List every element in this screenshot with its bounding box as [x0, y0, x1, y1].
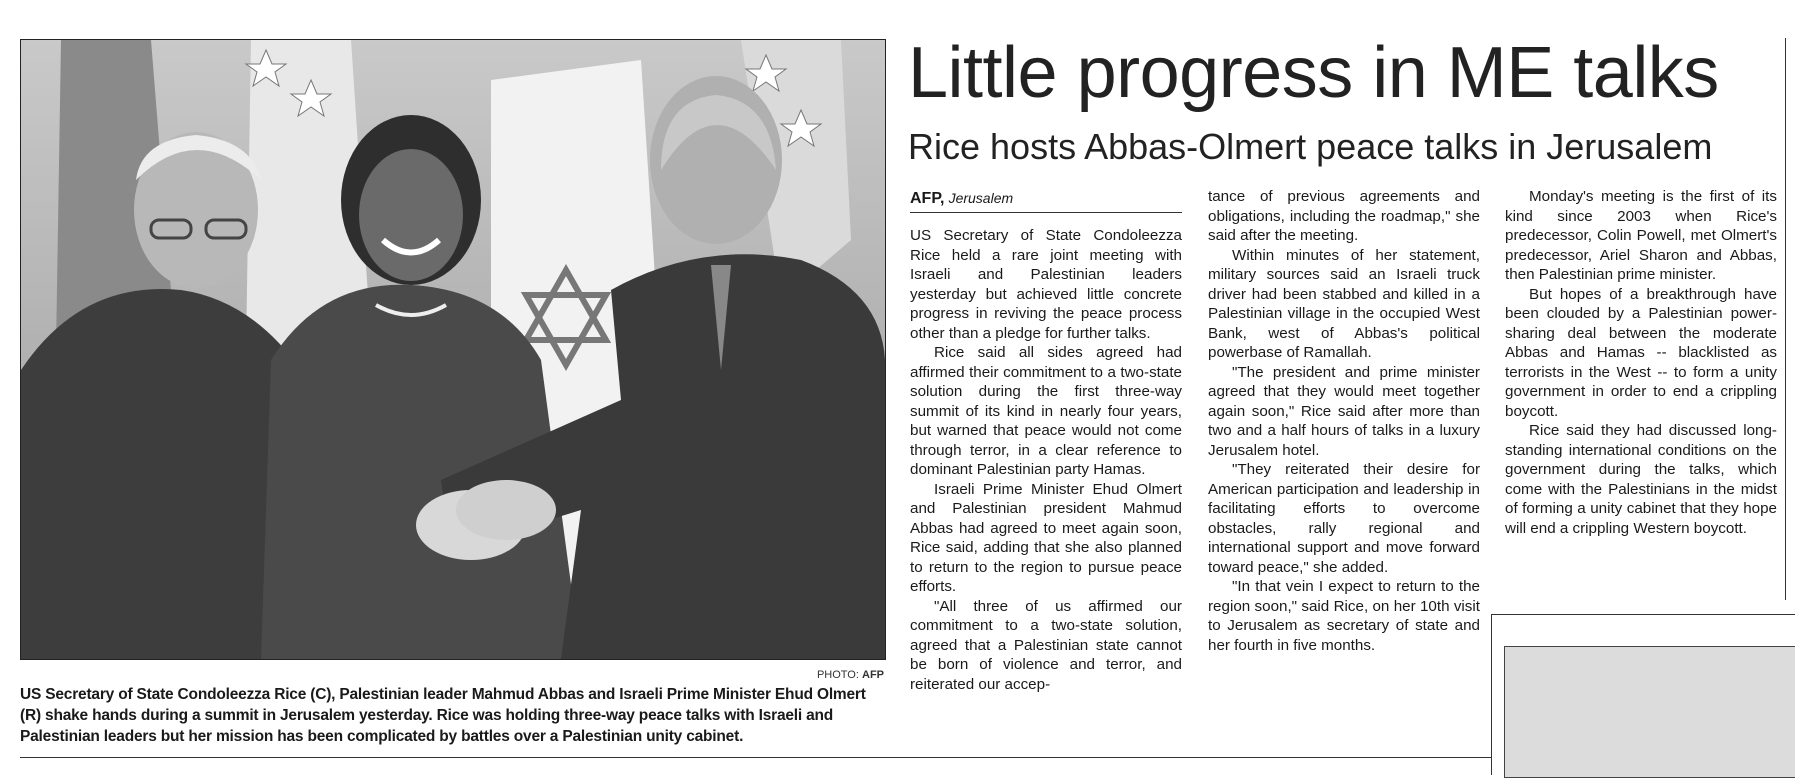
byline — [910, 188, 1182, 209]
photo-credit: PHOTO: AFP — [816, 669, 884, 681]
article-column-3 — [1505, 187, 1777, 538]
subheadline: Rice hosts Abbas-Olmert peace talks in Jerusalem — [908, 126, 1713, 167]
paragraph: "The president and prime minister agreed that they would meet together again soon," Rice said after more than two and a half hours of talks in a luxury Jerusalem hotel. — [1208, 363, 1480, 459]
paragraph: "All three of us affirmed our commitment to a two-state solution, agreed that a Palestinian state cannot be born of violence and terror, and reiterated our accep- — [910, 597, 1182, 693]
paragraph: Monday's meeting is the first of its kind since 2003 when Rice's predecessor, Colin Powell, met Olmert's predecessor, Ariel Sharon and Abbas, then Palestinian prime minister. — [1505, 188, 1777, 283]
photo-caption: US Secretary of State Condoleezza Rice (C), Palestinian leader Mahmud Abbas and Israeli Prime Minister Ehud Olmert (R) shake hands during a summit in Jerusalem yesterday. Rice was holding three-way peace talks with Israeli and Palestinian leaders but her mission has been complicated by battles over a Palestinian unity cabinet. — [20, 686, 866, 745]
byline-place: Jerusalem — [948, 190, 1014, 206]
paragraph: Rice said they had discussed long-standing international conditions on the government during the talks, which come with the Palestinians in the midst of forming a unity cabinet that they hope will end a crippling Western boycott. — [1505, 422, 1777, 537]
paragraph: "In that vein I expect to return to the region soon," said Rice, on her 10th visit to Jerusalem as secretary of state and her fourth in five months. — [1208, 578, 1480, 654]
paragraph: Israeli Prime Minister Ehud Olmert and Palestinian president Mahmud Abbas had agreed to meet again soon, Rice said, adding that she also planned to return to the region to pursue peace efforts. — [910, 480, 1182, 595]
headline: Little progress in ME talks — [908, 33, 1719, 113]
paragraph: "They reiterated their desire for American participation and leadership in facilitating efforts to overcome obstacles, rally regional and international support and move forward toward peace," she added. — [1208, 461, 1480, 576]
article-column-1 — [910, 226, 1182, 694]
adjacent-box-inner — [1504, 646, 1795, 778]
bottom-rule — [20, 757, 1495, 758]
byline-agency: AFP, — [910, 190, 945, 207]
news-photo — [20, 39, 886, 660]
paragraph: tance of previous agreements and obligations, including the roadmap," she said after the meeting. — [1208, 188, 1480, 244]
paragraph: Rice said all sides agreed had affirmed their commitment to a two-state solution during the first three-way summit of its kind in nearly four years, but warned that peace would not come through terror, in a clear reference to dominant Palestinian party Hamas. — [910, 344, 1182, 478]
paragraph: Within minutes of her statement, military sources said an Israeli truck driver had been stabbed and killed in a Palestinian village in the occupied West Bank, west of Abbas's political powerbase of Ramallah. — [1208, 246, 1480, 361]
paragraph: But hopes of a breakthrough have been clouded by a Palestinian power-sharing deal between the moderate Abbas and Hamas -- blacklisted as terrorists in the West -- to form a unity government in order to end a crippling boycott. — [1505, 285, 1777, 420]
paragraph: US Secretary of State Condoleezza Rice held a rare joint meeting with Israeli and Palestinian leaders yesterday but achieved little concrete progress in reviving the peace process other than a pledge for further talks. — [910, 227, 1182, 342]
column-rule — [1785, 38, 1786, 600]
byline-rule — [910, 212, 1182, 213]
handshake-photo-illustration — [21, 40, 885, 659]
article-column-2 — [1208, 187, 1480, 655]
